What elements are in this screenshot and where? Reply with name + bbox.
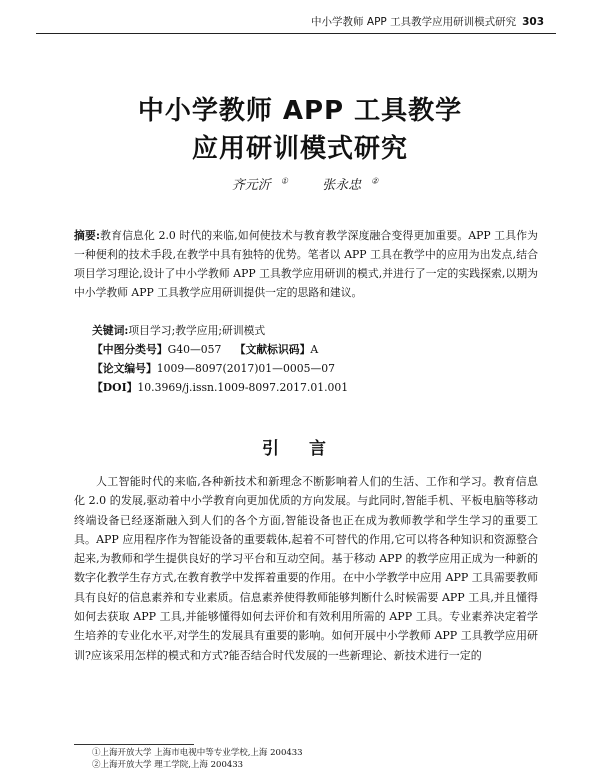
running-head: [311, 14, 544, 29]
page-number: 303: [522, 16, 544, 28]
keywords: [92, 321, 265, 340]
section-heading: 引 言: [262, 439, 338, 459]
abstract-text: 教育信息化 2.0 时代的来临,如何使技术与教育教学深度融合变得更加重要。APP 工具作为一种便利的技术手段,在教学中具有独特的优势。笔者以 APP 工具在教学中的应用为出发点,结合项目学习理论,设计了中小学教师 APP 工具教学应用研训的模式,并进行了一定的实践探索,以期为中小学教师 APP 工具教学应用研训提供一定的思路和建议。: [74, 229, 538, 299]
doc-code-label: 【文献标识码】: [234, 343, 311, 356]
article-number-label: 【论文编号】: [92, 362, 157, 375]
classification: [92, 340, 318, 359]
doi-label: 【DOI】: [92, 381, 138, 394]
footnote: ②上海开放大学 理工学院,上海 200433: [92, 760, 244, 770]
title-line-1: 中小学教师 APP 工具教学: [137, 96, 463, 126]
body-paragraph: 人工智能时代的来临,各种新技术和新理念不断影响着人们的生活、工作和学习。教育信息化 2.0 的发展,驱动着中小学教育向更加优质的方向发展。与此同时,智能手机、平板电脑等移动终端设备已经逐渐融入到人们的各个方面,智能设备也正在成为教师教学和学生学习的重要工具。APP 应用程序作为智能设备的重要载体,起着不可替代的作用,它可以将各种知识和资源整合起来,为教师和学生提供良好的学习平台和互动空间。基于移动 APP 的教学应用正成为一种新的数字化教学生存方式,在教育教学中发挥着重要的作用。在中小学教学中应用 APP 工具需要教师具有良好的信息素养和专业素质。信息素养使得教师能够判断什么时候需要 APP 工具,并且懂得如何去获取 APP 工具,并能够懂得如何去评价和有效利用所需的 APP 工具。专业素养决定着学生培养的专业化水平,对学生的发展具有重要的影响。如何开展中小学教师 APP 工具教学应用研训?应该采用怎样的模式和方式?能否结合时代发展的一些新理论、新技术进行一定的: [74, 475, 538, 662]
abstract-label: 摘要:: [74, 229, 100, 242]
running-title: 中小学教师 APP 工具教学应用研训模式研究: [311, 16, 517, 28]
doi-value: 10.3969/j.issn.1009-8097.2017.01.001: [137, 381, 349, 394]
doi: [92, 378, 348, 397]
header-rule: [36, 33, 556, 34]
clc-value: G40—057: [167, 343, 222, 356]
title-line-2: 应用研训模式研究: [191, 134, 408, 164]
doc-code-value: A: [310, 343, 319, 356]
footnote-rule: [74, 744, 194, 745]
article-number-value: 1009—8097(2017)01—0005—07: [156, 362, 335, 375]
authors: [0, 174, 600, 193]
abstract: [74, 226, 538, 302]
keywords-label: 关键词:: [92, 324, 129, 337]
article-number: [92, 359, 335, 378]
keywords-text: 项目学习;教学应用;研训模式: [128, 324, 266, 337]
footnote: ①上海开放大学 上海市电视中等专业学校,上海 200433: [92, 748, 303, 758]
clc-label: 【中图分类号】: [92, 343, 168, 356]
author: 张永忠 ②: [322, 176, 379, 193]
author: 齐元沂 ①: [231, 176, 288, 193]
